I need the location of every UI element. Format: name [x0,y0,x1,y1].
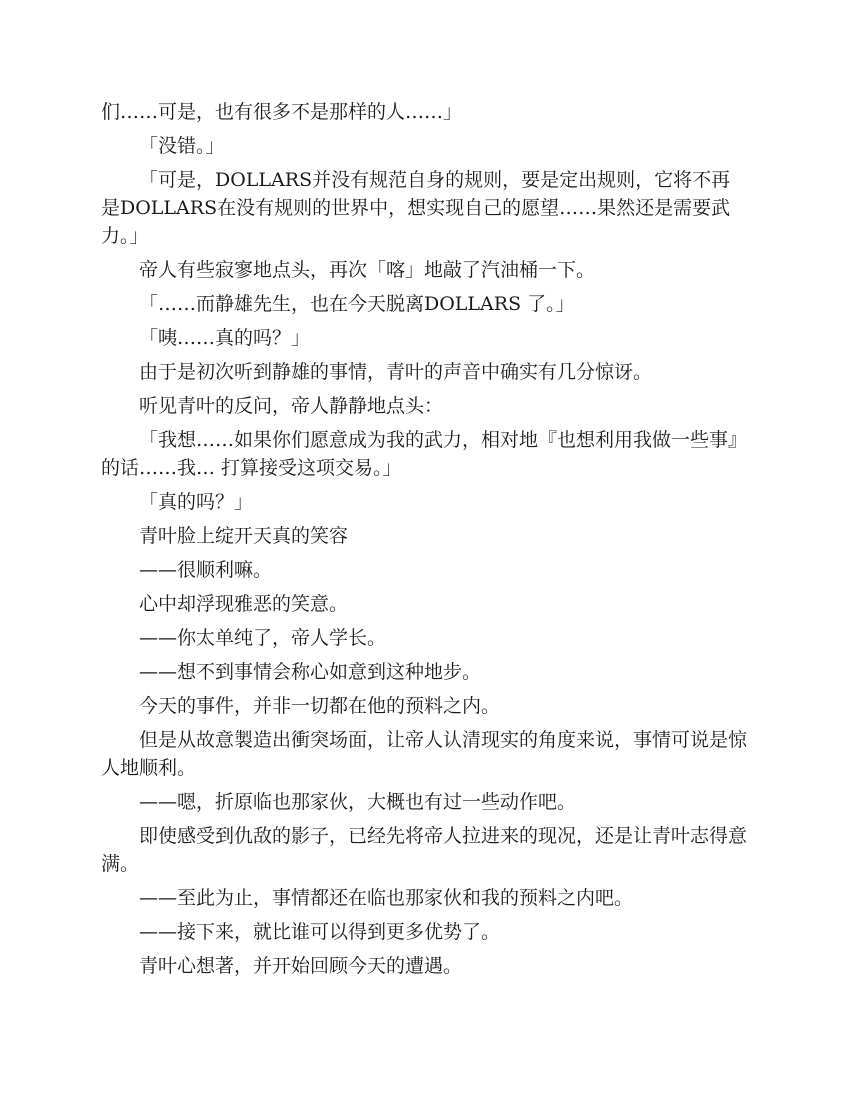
paragraph: 青叶脸上绽开天真的笑容 [139,525,349,547]
paragraph: 今天的事件，并非一切都在他的预料之内。 [139,695,501,717]
paragraph: ——想不到事情会称心如意到这种地步。 [139,661,482,683]
paragraph: ——很顺利嘛。 [139,559,273,581]
paragraph: 「咦……真的吗？」 [139,327,311,349]
paragraph: 但是从故意製造出衝突场面，让帝人认清现实的角度来说，事情可说是惊人地顺利。 [101,729,748,779]
paragraph: ——接下来，就比谁可以得到更多优势了。 [139,921,501,943]
paragraph: 心中却浮现雅恶的笑意。 [139,593,349,615]
paragraph: 由于是初次听到静雄的事情，青叶的声音中确实有几分惊讶。 [139,361,653,383]
paragraph: 「真的吗？」 [139,491,254,513]
paragraph: 青叶心想著，并开始回顾今天的遭遇。 [139,955,463,977]
paragraph: 们……可是，也有很多不是那样的人……」 [101,101,463,123]
paragraph: 「我想……如果你们愿意成为我的武力，相对地『也想利用我做一些事』的话……我… 打算接受这项交易。」 [101,429,748,479]
paragraph: ——至此为止，事情都还在临也那家伙和我的预料之内吧。 [139,887,634,909]
paragraph: 「没错。」 [139,135,225,157]
paragraph: 帝人有些寂寥地点头，再次「喀」地敲了汽油桶一下。 [139,259,596,281]
text-body [101,98,749,986]
paragraph: 「可是，DOLLARS并没有规范自身的规则，要是定出规则，它将不再是DOLLARS在没有规则的世界中，想实现自己的愿望……果然还是需要武力。」 [101,169,731,247]
paragraph: 即使感受到仇敌的影子，已经先将帝人拉进来的现况，还是让青叶志得意满。 [101,825,748,875]
paragraph: ——嗯，折原临也那家伙，大概也有过一些动作吧。 [139,791,577,813]
paragraph: 「……而静雄先生，也在今天脱离DOLLARS 了。」 [139,293,575,315]
paragraph: ——你太单纯了，帝人学长。 [139,627,387,649]
paragraph: 听见青叶的反问，帝人静静地点头： [139,395,444,417]
